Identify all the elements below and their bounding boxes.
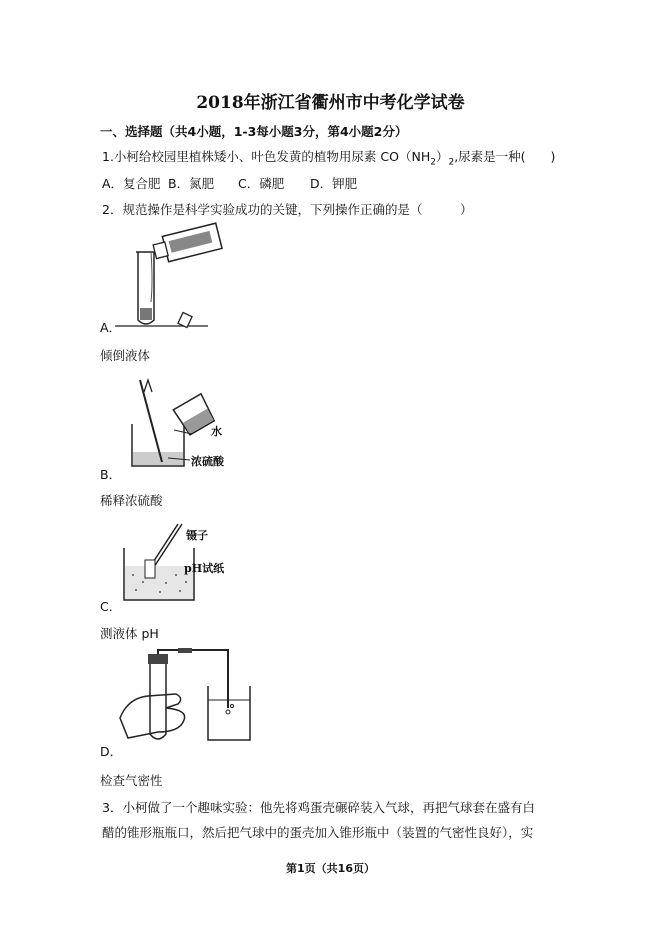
figure-pouring-liquid	[110, 222, 230, 332]
q1-sub-2: 2	[448, 157, 455, 168]
question-1-text	[102, 147, 555, 168]
label-tweezers: 镊子	[186, 529, 208, 542]
q2-option-a-caption: 倾倒液体	[100, 348, 151, 363]
q1-option-a: A．复合肥	[102, 176, 161, 191]
q1-text-b: ）	[435, 149, 449, 164]
q2-option-b-caption: 稀释浓硫酸	[100, 493, 163, 508]
q1-text-c: ,尿素是一种( )	[454, 149, 556, 164]
question-2-text: 2．规范操作是科学实验成功的关键，下列操作正确的是（ ）	[102, 202, 473, 217]
q2-option-a-letter: A．	[100, 320, 122, 335]
q1-text-a: 1.小柯给校园里植株矮小、叶色发黄的植物用尿素 CO（NH	[102, 149, 431, 164]
question-3-line-2: 醋的锥形瓶瓶口，然后把气球中的蛋壳加入锥形瓶中（装置的气密性良好），实	[102, 825, 534, 840]
q2-option-b-letter: B．	[100, 467, 122, 482]
q1-sub-1: 2	[430, 157, 436, 168]
q2-option-c-caption: 测液体 pH	[100, 626, 159, 641]
q1-option-d: D．钾肥	[310, 176, 358, 191]
q1-option-b: B．氮肥	[168, 176, 215, 191]
label-conc-acid: 浓硫酸	[191, 455, 224, 468]
page-title: 2018年浙江省衢州市中考化学试卷	[196, 93, 465, 113]
label-water: 水	[211, 425, 222, 438]
figure-air-tightness	[118, 648, 268, 748]
question-3-line-1: 3．小柯做了一个趣味实验：他先将鸡蛋壳碾碎装入气球，再把气球套在盛有白	[102, 800, 535, 815]
q1-option-c: C．磷肥	[238, 176, 285, 191]
q2-option-d-caption: 检查气密性	[100, 773, 163, 788]
section-heading: 一、选择题（共4小题，1-3每小题3分，第4小题2分）	[100, 124, 408, 139]
q2-option-c-letter: C．	[100, 599, 122, 614]
label-ph-paper: pH试纸	[184, 562, 225, 575]
q2-option-d-letter: D．	[100, 744, 123, 759]
page-footer: 第1页（共16页）	[286, 862, 375, 875]
